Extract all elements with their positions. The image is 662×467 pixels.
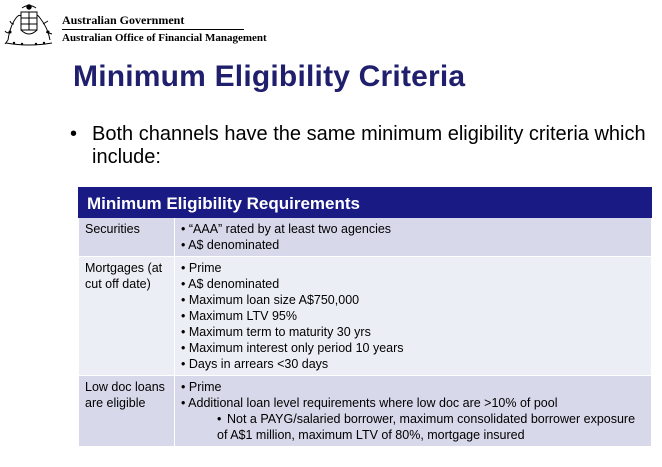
table-row (79, 376, 652, 447)
list-item: • Maximum term to maturity 30 yrs (181, 325, 371, 339)
intro-bullet (70, 123, 650, 169)
row-items (175, 218, 652, 257)
list-item: • Prime (181, 380, 222, 394)
row-items (175, 257, 652, 376)
list-item: • Days in arrears <30 days (181, 357, 329, 371)
coat-of-arms-icon (2, 2, 56, 46)
sub-list-item: • Not a PAYG/salaried borrower, maximum consolidated borrower exposure of A$1 million, maximum LTV of 80%, mortgage insured (217, 412, 636, 442)
list-item: • A$ denominated (181, 277, 280, 291)
bullet-dot-icon: • (70, 123, 78, 145)
row-items (175, 376, 652, 447)
list-item: • Maximum loan size A$750,000 (181, 293, 360, 307)
header-divider (62, 29, 244, 30)
list-item: • Prime (181, 261, 222, 275)
row-label: Securities (79, 218, 175, 257)
list-item: • A$ denominated (181, 238, 280, 252)
list-item: • Maximum interest only period 10 years (181, 341, 404, 355)
row-label: Mortgages (at cut off date) (79, 257, 175, 376)
slide-title: Minimum Eligibility Criteria (73, 60, 466, 93)
government-name: Australian Government (62, 13, 185, 27)
office-name: Australian Office of Financial Management (62, 32, 267, 44)
list-item: • Additional loan level requirements where low doc are >10% of pool (181, 396, 558, 410)
eligibility-table (78, 187, 652, 447)
list-item: • Maximum LTV 95% (181, 309, 297, 323)
table-heading: Minimum Eligibility Requirements (79, 188, 652, 218)
table-row (79, 218, 652, 257)
intro-bullet-text: Both channels have the same minimum eligibility criteria which include: (92, 123, 646, 168)
list-item: • “AAA” rated by at least two agencies (181, 222, 392, 236)
header (0, 0, 662, 52)
table-row (79, 257, 652, 376)
row-label: Low doc loans are eligible (79, 376, 175, 447)
